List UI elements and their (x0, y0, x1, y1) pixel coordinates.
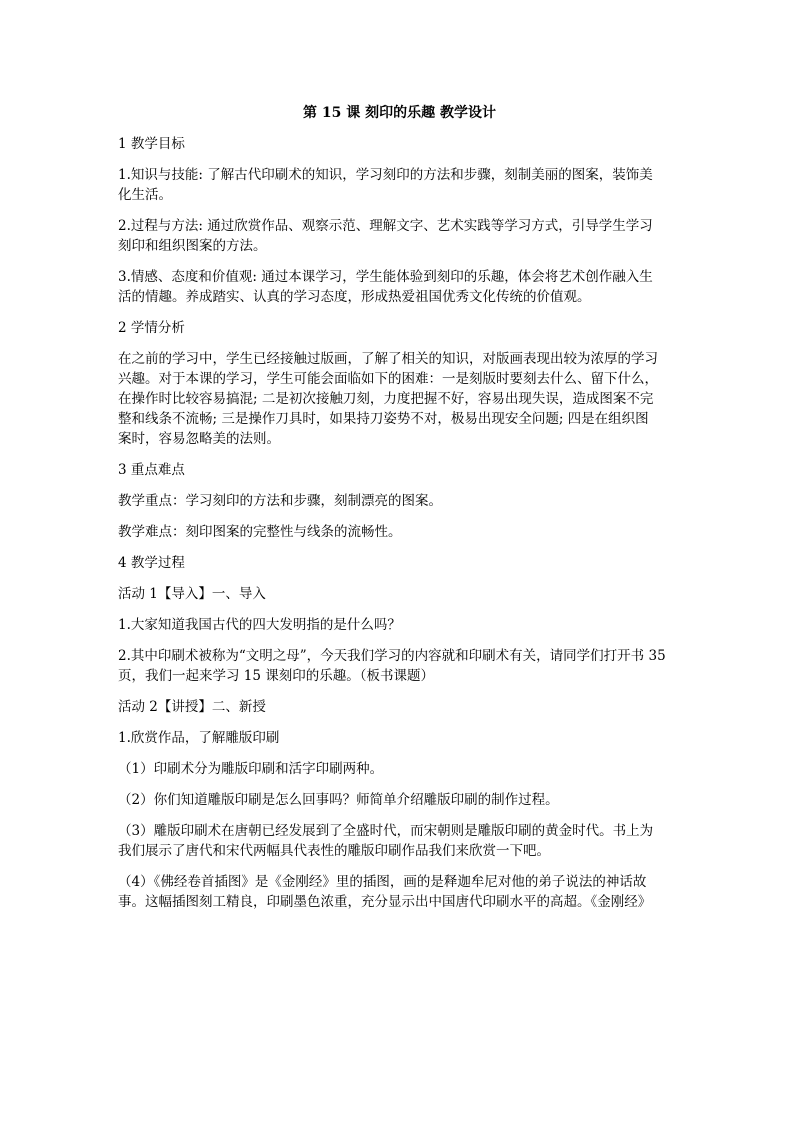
paragraph (118, 491, 681, 511)
text-line: 1.知识与技能: 了解古代印刷术的知识，学习刻印的方法和步骤，刻制美丽的图案，装饰美 (118, 167, 653, 183)
paragraph (118, 872, 681, 912)
paragraph (118, 759, 681, 779)
document-page (118, 103, 681, 923)
text-line: 刻印和组织图案的方法。 (118, 238, 267, 254)
text-line: （4）《佛经卷首插图》是《金刚经》里的插图，画的是释迦牟尼对他的弟子说法的神话故 (118, 874, 647, 890)
text-line: 2.其中印刷术被称为“文明之母”，今天我们学习的内容就和印刷术有关，请同学们打开书 35 (118, 648, 666, 664)
document-body (118, 134, 681, 912)
paragraph (118, 790, 681, 810)
text-line: 化生活。 (118, 187, 172, 203)
paragraph (118, 267, 681, 307)
text-line: 兴趣。对于本课的学习，学生可能会面临如下的困难：一是刻版时要刻去什么、留下什么， (118, 371, 658, 387)
text-line: 2 学情分析 (118, 320, 185, 336)
text-line: 1.欣赏作品，了解雕版印刷 (118, 730, 280, 746)
paragraph (118, 349, 681, 449)
paragraph (118, 821, 681, 861)
text-line: 3 重点难点 (118, 462, 185, 478)
paragraph (118, 216, 681, 256)
text-line: （1）印刷术分为雕版印刷和活字印刷两种。 (118, 761, 384, 777)
text-line: （3）雕版印刷术在唐朝已经发展到了全盛时代，而宋朝则是雕版印刷的黄金时代。书上为 (118, 823, 654, 839)
text-line: 2.过程与方法: 通过欣赏作品、观察示范、理解文字、艺术实践等学习方式，引导学生学习 (118, 218, 653, 234)
text-line: 案时，容易忽略美的法则。 (118, 431, 280, 447)
paragraph (118, 134, 681, 154)
text-line: 教学难点：刻印图案的完整性与线条的流畅性。 (118, 524, 402, 540)
paragraph (118, 584, 681, 604)
text-line: 活的情趣。养成踏实、认真的学习态度，形成热爱祖国优秀文化传统的价值观。 (118, 289, 591, 305)
paragraph (118, 646, 681, 686)
paragraph (118, 165, 681, 205)
text-line: 我们展示了唐代和宋代两幅具代表性的雕版印刷作品我们来欣赏一下吧。 (118, 843, 550, 859)
paragraph (118, 318, 681, 338)
text-line: 在之前的学习中，学生已经接触过版画，了解了相关的知识，对版画表现出较为浓厚的学习 (118, 351, 658, 367)
document-title: 第 15 课 刻印的乐趣 教学设计 (303, 105, 496, 121)
paragraph (118, 460, 681, 480)
text-line: 3.情感、态度和价值观: 通过本课学习，学生能体验到刻印的乐趣，体会将艺术创作融入生 (118, 269, 653, 285)
paragraph (118, 728, 681, 748)
paragraph (118, 615, 681, 635)
paragraph (118, 553, 681, 573)
text-line: 在操作时比较容易搞混; 二是初次接触刀刻，力度把握不好，容易出现失误，造成图案不完 (118, 391, 654, 407)
text-line: 1.大家知道我国古代的四大发明指的是什么吗？ (118, 617, 401, 633)
text-line: 教学重点：学习刻印的方法和步骤，刻制漂亮的图案。 (118, 493, 442, 509)
text-line: 活动 1【导入】一、导入 (118, 586, 266, 602)
text-line: 活动 2【讲授】二、新授 (118, 699, 266, 715)
text-line: （2）你们知道雕版印刷是怎么回事吗？师简单介绍雕版印刷的制作过程。 (118, 792, 559, 808)
text-line: 4 教学过程 (118, 555, 185, 571)
paragraph (118, 522, 681, 542)
text-line: 1 教学目标 (118, 136, 185, 152)
paragraph (118, 697, 681, 717)
text-line: 整和线条不流畅; 三是操作刀具时，如果持刀姿势不对，极易出现安全问题; 四是在组织图 (118, 411, 649, 427)
text-line: 事。这幅插图刻工精良，印刷墨色浓重，充分显示出中国唐代印刷水平的高超。《金刚经》 (118, 894, 652, 910)
text-line: 页，我们一起来学习 15 课刻印的乐趣。（板书课题） (118, 668, 435, 684)
